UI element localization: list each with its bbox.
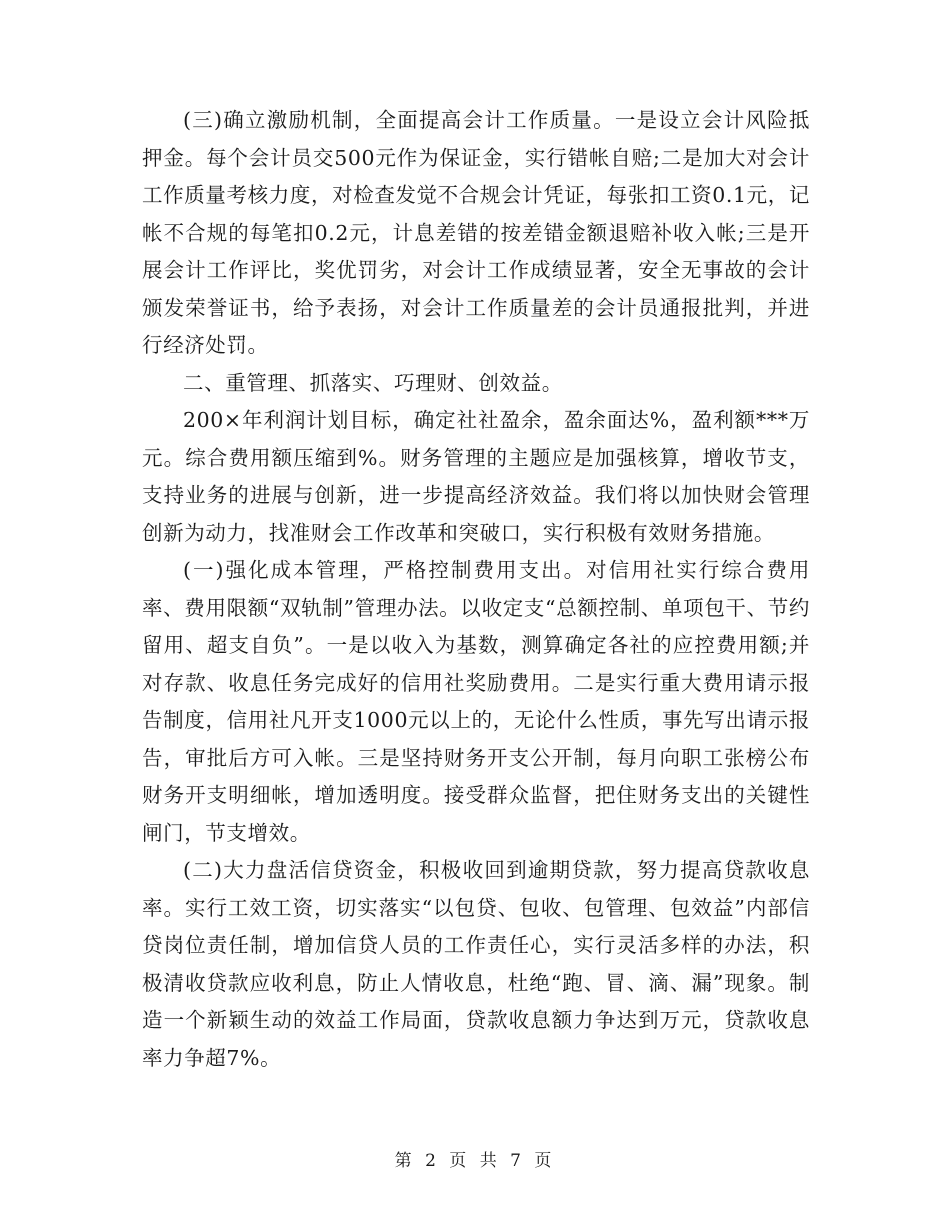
page-number-footer: 第 2 页 共 7 页 [394, 1151, 556, 1171]
paragraph-profit-plan: 200×年利润计划目标，确定社社盈余，盈余面达%，盈利额***万元。综合费用额压缩到%。财务管理的主题应是加强核算，增收节支，支持业务的进展与创新，进一步提高经济效益。我们将以加快财会管理创新为动力，找准财会工作改革和突破口，实行积极有效财务措施。 [142, 408, 810, 545]
section-heading-management: 二、重管理、抓落实、巧理财、创效益。 [183, 370, 563, 395]
document-body [142, 102, 810, 1077]
paragraph-cost-management: (一)强化成本管理，严格控制费用支出。对信用社实行综合费用率、费用限额“双轨制”管理办法。以收定支“总额控制、单项包干、节约留用、超支自负”。一是以收入为基数，测算确定各社的应控费用额;并对存款、收息任务完成好的信用社奖励费用。二是实行重大费用请示报告制度，信用社凡开支1000元以上的，无论什么性质，事先写出请示报告，审批后方可入帐。三是坚持财务开支公开制，每月向职工张榜公布财务开支明细帐，增加透明度。接受群众监督，把住财务支出的关键性闸门，节支增效。 [142, 558, 810, 845]
paragraph-credit-funds: (二)大力盘活信贷资金，积极收回到逾期贷款，努力提高贷款收息率。实行工效工资，切实落实“以包贷、包收、包管理、包效益”内部信贷岗位责任制，增加信贷人员的工作责任心，实行灵活多样的办法，积极清收贷款应收利息，防止人情收息，杜绝“跑、冒、滴、漏”现象。制造一个新颖生动的效益工作局面，贷款收息额力争达到万元，贷款收息率力争超7%。 [142, 858, 810, 1070]
paragraph-incentive-mechanism: (三)确立激励机制，全面提高会计工作质量。一是设立会计风险抵押金。每个会计员交500元作为保证金，实行错帐自赔;二是加大对会计工作质量考核力度，对检查发觉不合规会计凭证，每张扣工资0.1元，记帐不合规的每笔扣0.2元，计息差错的按差错金额退赔补收入帐;三是开展会计工作评比，奖优罚劣，对会计工作成绩显著，安全无事故的会计颁发荣誉证书，给予表扬，对会计工作质量差的会计员通报批判，并进行经济处罚。 [142, 108, 810, 357]
